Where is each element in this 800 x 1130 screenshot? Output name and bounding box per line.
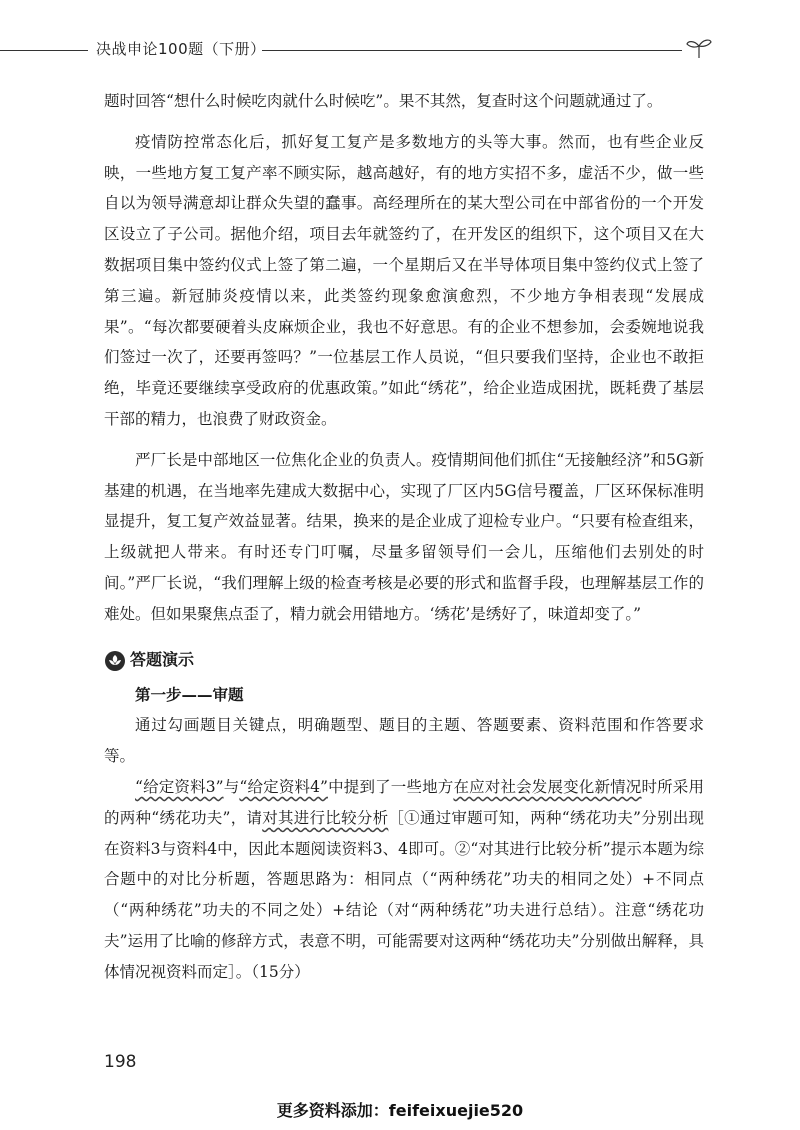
text-segment: 时所采用的两种“绣花功夫”，请 (104, 777, 704, 827)
underlined-keyword: “给定资料4” (239, 777, 328, 796)
paragraph-material-3: 疫情防控常态化后，抓好复工复产是多数地方的头等大事。然而，也有些企业反映，一些地方复工复产率不顾实际，越高越好，有的地方实招不多，虚活不少，做一些自以为领导满意却让群众失望的蠢事。高经理所在的某大型公司在中部省份的一个开发区设立了子公司。据他介绍，项目去年就签约了，在开发区的组织下，这个项目又在大数据项目集中签约仪式上签了第二遍，一个星期后又在半导体项目集中签约仪式上签了第三遍。新冠肺炎疫情以来，此类签约现象愈演愈烈，不少地方争相表现“发展成果”。“每次都要硬着头皮麻烦企业，我也不好意思。有的企业不想参加，会委婉地说我们签过一次了，还要再签吗？”一位基层工作人员说，“但只要我们坚持，企业也不敢拒绝，毕竟还要继续享受政府的优惠政策。”如此“绣花”，给企业造成困扰，既耗费了基层干部的精力，也浪费了财政资金。 (104, 132, 704, 428)
underlined-keyword: 对其进行比较分析 (262, 808, 389, 827)
paragraph-material-4: 严厂长是中部地区一位焦化企业的负责人。疫情期间他们抓住“无接触经济”和5G新基建的机遇，在当地率先建成大数据中心，实现了厂区内5G信号覆盖，厂区环保标准明显提升，复工复产效益显著。结果，换来的是企业成了迎检专业户。“只要有检查组来，上级就把人带来。有时还专门叮嘱，尽量多留领导们一会儿，压缩他们去别处的时间。”严厂长说，“我们理解上级的检查考核是必要的形式和监督手段，也理解基层工作的难处。但如果聚焦点歪了，精力就会用错地方。‘绣花’是绣好了，味道却变了。” (104, 450, 704, 623)
answer-paragraph-2 (104, 772, 704, 988)
answer-paragraph-1: 通过勾画题目关键点，明确题型、题目的主题、答题要素、资料范围和作答要求等。 (104, 716, 704, 766)
underlined-keyword: 在应对社会发展变化新情况 (453, 777, 642, 796)
text-segment: 中提到了一些地方 (327, 777, 454, 796)
underlined-keyword: “给定资料3” (135, 777, 224, 796)
answer-demo-heading (104, 646, 704, 676)
step-one-title: 第一步——审题 (135, 685, 244, 704)
flower-badge-icon (104, 650, 126, 672)
footer-note: 更多资料添加：feifeixuejie520 (276, 1101, 524, 1120)
text-segment: ［①通过审题可知，两种“绣花功夫”分别出现在资料3与资料4中，因此本题阅读资料3、4即可。②“对其进行比较分析”提示本题为综合题中的对比分析题，答题思路为：相同点（“两种绣花”功夫的相同之处）+不同点（“两种绣花”功夫的不同之处）+结论（对“两种绣花”功夫进行总结）。注意“绣花功夫”运用了比喻的修辞方式，表意不明，可能需要对这两种“绣花功夫”分别做出解释，具体情况视资料而定］。（15分） (104, 808, 704, 981)
header-rule-left (0, 50, 88, 51)
page-content (104, 86, 704, 988)
book-title: 决战申论100题（下册） (96, 40, 266, 58)
answer-demo-title: 答题演示 (130, 650, 195, 670)
running-header (0, 34, 800, 64)
header-rule-right (262, 50, 682, 51)
sprout-leaf-icon (684, 36, 714, 60)
page-number: 198 (104, 1052, 137, 1072)
text-segment: 与 (223, 777, 240, 796)
paragraph-continued: 题时回答“想什么时候吃肉就什么时候吃”。果不其然，复查时这个问题就通过了。 (104, 92, 663, 110)
